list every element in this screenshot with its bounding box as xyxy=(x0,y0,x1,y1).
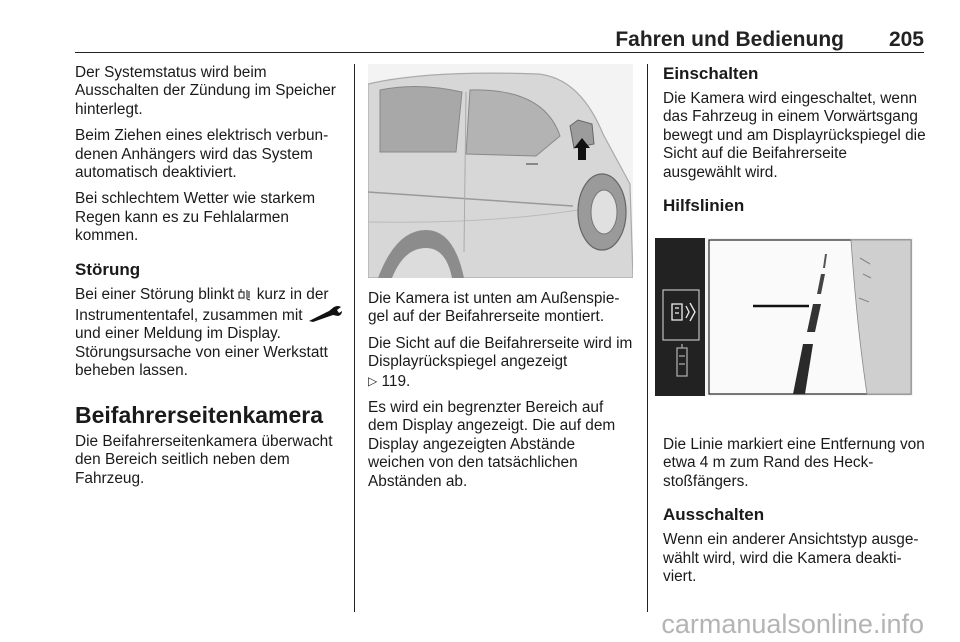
paragraph-stoerung xyxy=(75,286,343,381)
camera-fault-icon xyxy=(238,288,252,301)
text-span: Bei einer Störung blinkt xyxy=(75,285,235,303)
text-span: kurz in der Instrumententafel, zusammen mit xyxy=(75,285,329,325)
page-reference[interactable]: 119. xyxy=(381,372,411,390)
paragraph: Die Kamera wird eingeschaltet, wenn das Fahrzeug in einem Vorwärtsgang bewegt und am Displayrückspiegel die Sicht auf die Beifahrerseite ausgewählt wird. xyxy=(663,90,926,181)
text-span: Die Sicht auf die Beifahrerseite wird im Displayrückspiegel angezeigt xyxy=(368,334,633,371)
paragraph: Beim Ziehen eines elektrisch verbundenen Anhängers wird das System automatisch deaktiviert. xyxy=(75,127,329,182)
page-header xyxy=(75,0,924,53)
section-heading-ausschalten: Ausschalten xyxy=(663,505,765,525)
section-heading-beifahrerseitenkamera: Beifahrerseitenkamera xyxy=(75,401,324,428)
paragraph: Die Kamera ist unten am Außenspiegel auf der Beifahrerseite montiert. xyxy=(368,290,620,326)
paragraph: Es wird ein begrenzter Bereich auf dem Display angezeigt. Die auf dem Display angezeigten Abstände weichen von den tatsächlichen Abständen ab. xyxy=(368,399,616,490)
column-right xyxy=(663,64,928,594)
paragraph-with-reference xyxy=(368,335,633,391)
watermark: carmanualsonline.info xyxy=(661,609,924,639)
text-span: und einer Meldung im Display. Störungsursache von einer Werkstatt beheben lassen. xyxy=(75,325,328,380)
section-heading-hilfslinien: Hilfslinien xyxy=(663,196,745,216)
car-side-mirror-camera-illustration xyxy=(368,64,633,278)
paragraph: Die Linie markiert eine Entfernung von etwa 4 m zum Rand des Heckstoßfängers. xyxy=(663,436,925,490)
paragraph: Wenn ein anderer Ansichtstyp ausgewählt wird, wird die Kamera deaktiviert. xyxy=(663,531,919,586)
section-heading-einschalten: Einschalten xyxy=(663,64,759,83)
column-left xyxy=(75,64,343,496)
column-divider xyxy=(354,64,355,612)
camera-display-guideline-illustration xyxy=(655,238,913,396)
header-title: Fahren und Bedienung xyxy=(615,28,844,51)
paragraph: Bei schlechtem Wetter wie starkem Regen kann es zu Fehlalarmen kommen. xyxy=(75,190,316,245)
page-reference-arrow-icon: ▷ xyxy=(368,373,378,388)
section-heading-stoerung: Störung xyxy=(75,259,141,279)
page-number: 205 xyxy=(888,28,924,51)
column-middle xyxy=(368,64,633,499)
column-divider xyxy=(647,64,648,612)
wrench-icon xyxy=(307,304,343,322)
paragraph: Die Beifahrerseitenkamera überwacht den Bereich seitlich neben dem Fahrzeug. xyxy=(75,432,333,487)
paragraph: Der Systemstatus wird beim Ausschalten der Zündung im Speicher hinterlegt. xyxy=(75,64,336,118)
